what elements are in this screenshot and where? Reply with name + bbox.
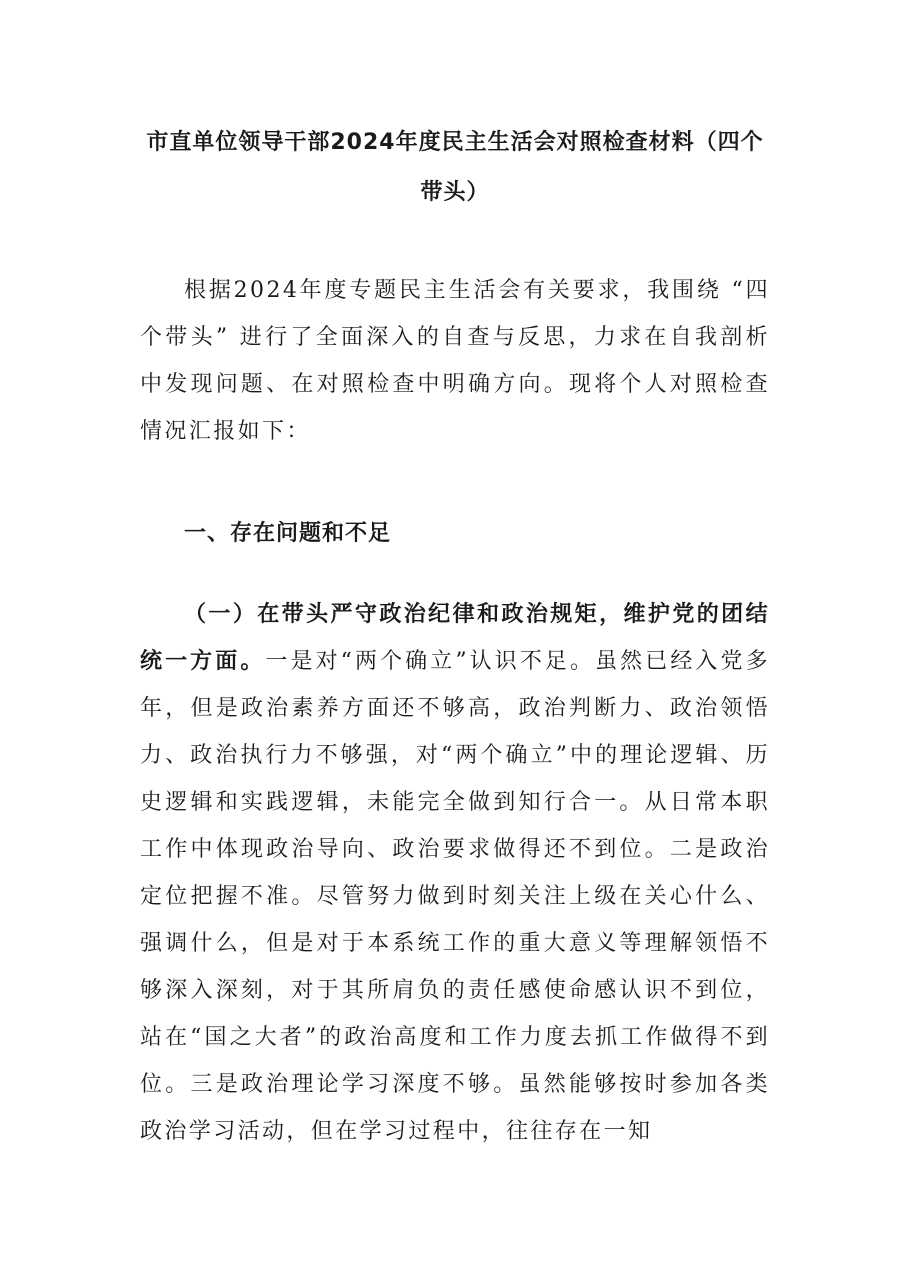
subsection-lead: （一）在带头严守政治纪律和政治规矩，维护党的团结统一方面。	[140, 602, 770, 674]
intro-paragraph: 根据2024年度专题民主生活会有关要求，我围绕 “四个带头” 进行了全面深入的自查与反思，力求在自我剖析中发现问题、在对照检查中明确方向。现将个人对照检查情况汇报如下：	[140, 278, 770, 444]
section-heading: 一、存在问题和不足	[184, 521, 392, 546]
subsection-paragraph	[140, 591, 770, 1155]
document-body	[140, 118, 770, 1155]
document-title: 市直单位领导干部2024年度民主生活会对照检查材料（四个带头）	[146, 130, 764, 205]
subsection-body: 一是对“两个确立”认识不足。虽然已经入党多年，但是政治素养方面还不够高，政治判断力、政治领悟力、政治执行力不够强，对“两个确立”中的理论逻辑、历史逻辑和实践逻辑，未能完全做到知行合一。从日常本职工作中体现政治导向、政治要求做得还不到位。二是政治定位把握不准。尽管努力做到时刻关注上级在关心什么、强调什么，但是对于本系统工作的重大意义等理解领悟不够深入深刻，对于其所肩负的责任感使命感认识不到位，站在“国之大者”的政治高度和工作力度去抓工作做得不到位。三是政治理论学习深度不够。虽然能够按时参加各类政治学习活动，但在学习过程中，往往存在一知	[140, 649, 770, 1144]
